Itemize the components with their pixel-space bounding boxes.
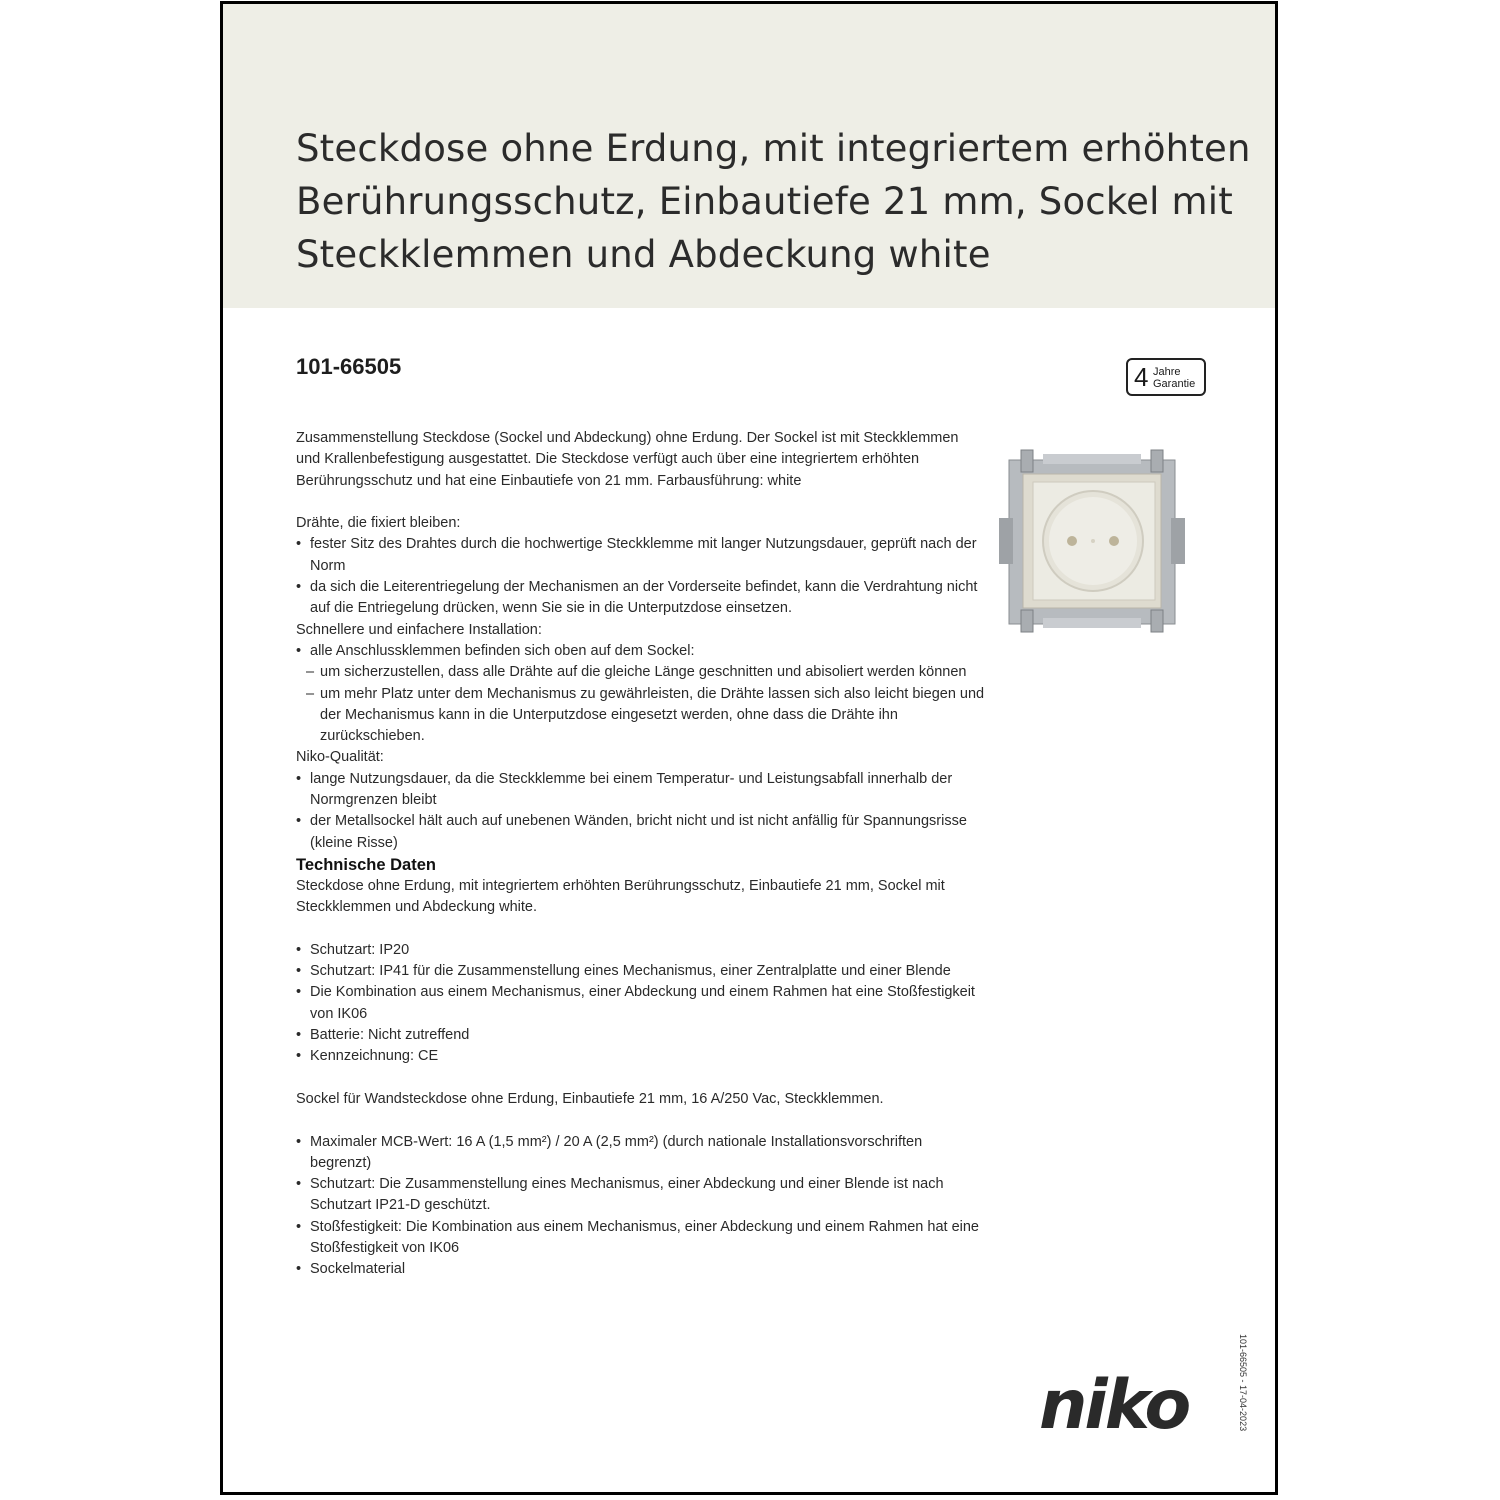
- warranty-badge: [1126, 358, 1206, 396]
- niko-logo-text: niko: [1039, 1374, 1189, 1434]
- warranty-label: [1153, 366, 1195, 390]
- list-item: • Die Kombination aus einem Mechanismus, einer Abdeckung und einem Rahmen hat eine Stoßfestigkeit von IK06: [296, 982, 986, 1025]
- description-body: [296, 428, 986, 1281]
- warranty-years: 4: [1134, 362, 1149, 392]
- list-item: • Maximaler MCB-Wert: 16 A (1,5 mm²) / 20 A (2,5 mm²) (durch nationale Installationsvorschriften begrenzt): [296, 1132, 986, 1175]
- tech-summary: Steckdose ohne Erdung, mit integriertem erhöhten Berührungsschutz, Einbautiefe 21 mm, Sockel mit Steckklemmen und Abdeckung white.: [296, 877, 945, 916]
- base-summary: Sockel für Wandsteckdose ohne Erdung, Einbautiefe 21 mm, 16 A/250 Vac, Steckklemmen.: [296, 1090, 884, 1107]
- feature-heading: Niko-Qualität:: [296, 749, 384, 766]
- list-item: • Schutzart: IP20: [296, 940, 986, 961]
- list-item: • der Metallsockel hält auch auf unebenen Wänden, bricht nicht und ist nicht anfällig für Spannungsrisse (kleine Risse): [296, 811, 986, 854]
- list-item: • Batterie: Nicht zutreffend: [296, 1025, 986, 1046]
- sub-list-item: – um sicherzustellen, dass alle Drähte auf die gleiche Länge geschnitten und abisoliert werden können: [296, 662, 986, 683]
- datasheet-page: [220, 1, 1278, 1495]
- title-line: Steckklemmen und Abdeckung white: [296, 233, 991, 276]
- socket-product-image: [999, 448, 1185, 634]
- title-line: Steckdose ohne Erdung, mit integriertem erhöhten: [296, 127, 1251, 170]
- feature-heading: Drähte, die fixiert bleiben:: [296, 515, 461, 532]
- list-item: • Kennzeichnung: CE: [296, 1046, 986, 1067]
- warranty-label-line: Jahre: [1153, 366, 1181, 378]
- niko-logo: [1039, 1374, 1209, 1434]
- feature-heading: Schnellere und einfachere Installation:: [296, 621, 542, 638]
- list-item: • Schutzart: Die Zusammenstellung eines Mechanismus, einer Abdeckung und einer Blende ist nach Schutzart IP21-D geschützt.: [296, 1174, 986, 1217]
- sub-list-item: – um mehr Platz unter dem Mechanismus zu gewährleisten, die Drähte lassen sich also leicht biegen und der Mechanismus kann in die Unterputzdose eingesetzt werden, ohne dass die Drähte ihn zurückschieben.: [296, 684, 986, 748]
- list-item: • fester Sitz des Drahtes durch die hochwertige Steckklemme mit langer Nutzungsdauer, geprüft nach der Norm: [296, 534, 986, 577]
- list-item: • lange Nutzungsdauer, da die Steckklemme bei einem Temperatur- und Leistungsabfall innerhalb der Normgrenzen bleibt: [296, 769, 986, 812]
- document-reference-text: 101-66505 - 17-04-2023: [1238, 1334, 1248, 1432]
- list-item: • Sockelmaterial: [296, 1259, 986, 1280]
- document-reference: [1237, 1334, 1251, 1434]
- tech-heading: Technische Daten: [296, 855, 436, 874]
- intro-paragraph: Zusammenstellung Steckdose (Sockel und Abdeckung) ohne Erdung. Der Sockel ist mit Steckklemmen und Krallenbefestigung ausgestattet. Die Steckdose verfügt auch über eine integriertem erhöhten Berührungsschutz und hat eine Einbautiefe von 21 mm. Farbausführung: white: [296, 430, 959, 489]
- title-line: Berührungsschutz, Einbautiefe 21 mm, Sockel mit: [296, 180, 1233, 223]
- article-number: 101-66505: [296, 354, 402, 379]
- list-item: • Stoßfestigkeit: Die Kombination aus einem Mechanismus, einer Abdeckung und einem Rahmen hat eine Stoßfestigkeit von IK06: [296, 1217, 986, 1260]
- product-title: [296, 122, 1256, 281]
- warranty-label-line: Garantie: [1153, 378, 1196, 390]
- list-item: • alle Anschlussklemmen befinden sich oben auf dem Sockel:: [296, 641, 986, 662]
- list-item: • Schutzart: IP41 für die Zusammenstellung eines Mechanismus, einer Zentralplatte und einer Blende: [296, 961, 986, 982]
- list-item: • da sich die Leiterentriegelung der Mechanismen an der Vorderseite befindet, kann die Verdrahtung nicht auf die Entriegelung drücken, wenn Sie sie in die Unterputzdose einsetzen.: [296, 577, 986, 620]
